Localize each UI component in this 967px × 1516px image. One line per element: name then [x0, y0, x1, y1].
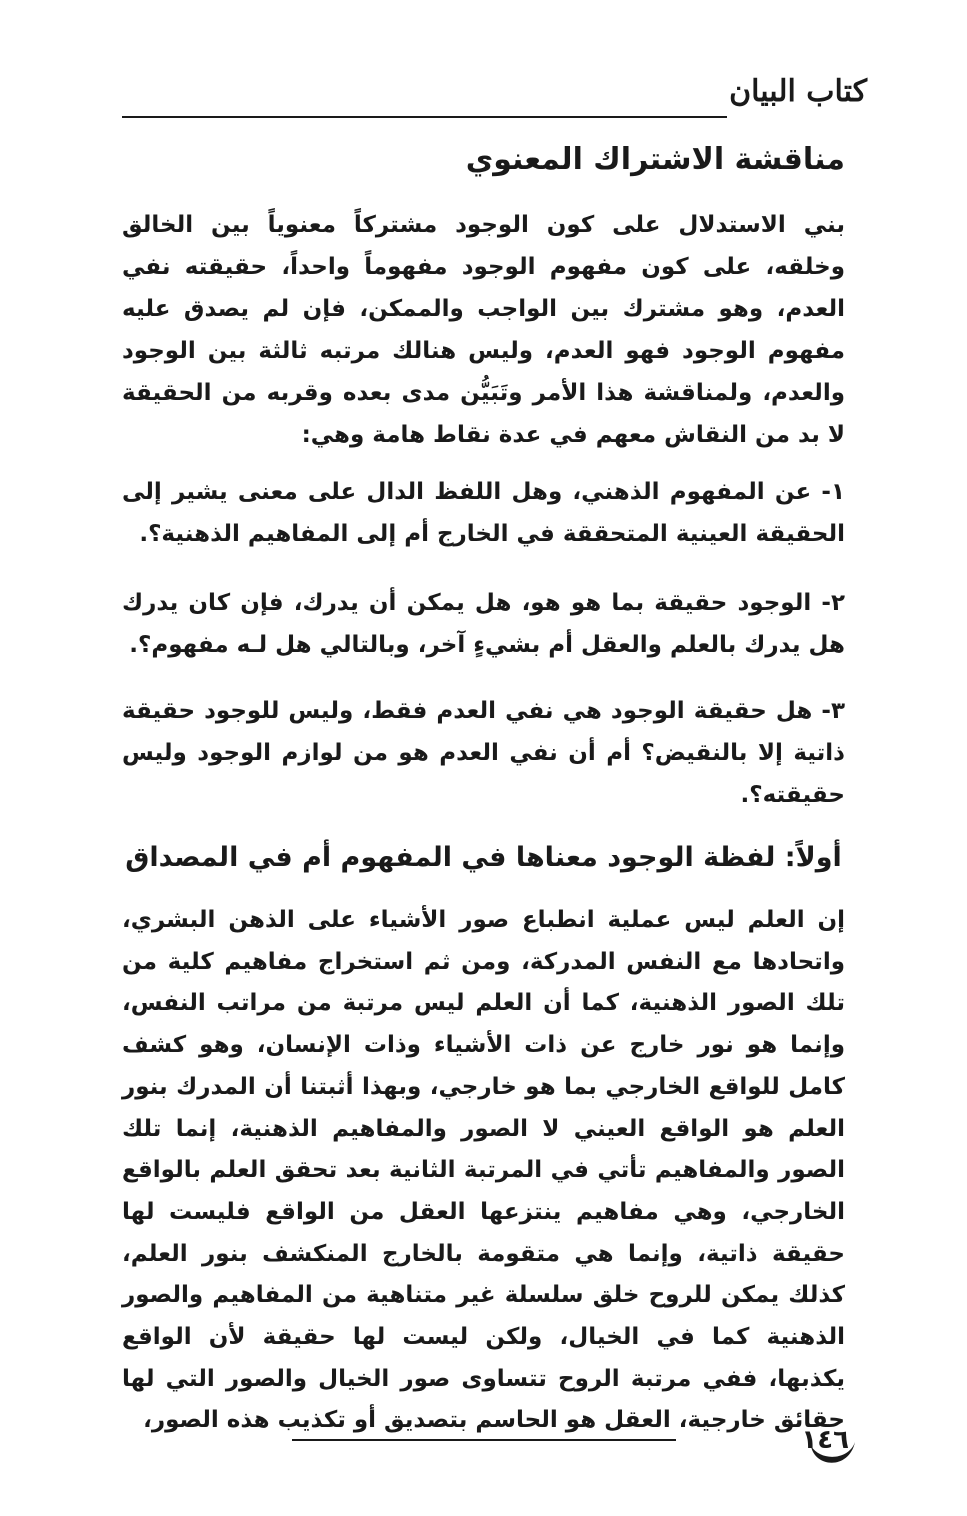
subheading: أولاً: لفظة الوجود معناها في المفهوم أم في المصداق — [125, 842, 842, 873]
body-paragraph: إن العلم ليس عملية انطباع صور الأشياء على الذهن البشري، واتحادها مع النفس المدركة، ومن ثم استخراج مفاهيم كلية من تلك الصور الذهنية، كما أن العلم ليس مرتبة من مراتب النفس، وإنما هو نور خارج عن ذات الأشياء وذات الإنسان، وهو كشف كامل للواقع الخارجي بما هو خارجي، وبهذا أثبتنا أن المدرك بنور العلم هو الواقع العيني لا الصور والمفاهيم الذهنية، إنما تلك الصور والمفاهيم تأتي في المرتبة الثانية بعد تحقق العلم بالواقع الخارجي، وهي مفاهيم ينتزعها العقل من الواقع فليست لها حقيقة ذاتية، وإنما هي متقومة بالخارج المنكشف بنور العلم، كذلك يمكن للروح خلق سلسلة غير متناهية من المفاهيم والصور الذهنية كما في الخيال، ولكن ليست لها حقيقة لأن الواقع يكذبها، ففي مرتبة الروح تتساوى صور الخيال والصور التي لها حقائق خارجية، العقل هو الحاسم بتصديق أو تكذيب هذه الصور، — [122, 907, 845, 1434]
header-rule — [122, 116, 727, 118]
intro-paragraph: بني الاستدلال على كون الوجود مشتركاً معنوياً بين الخالق وخلقه، على كون مفهوم الوجود مفهوماً واحداً، حقيقته نفي العدم، وهو مشترك بين الواجب والممكن، فإن لم يصدق عليه مفهوم الوجود فهو العدم، وليس هنالك مرتبه ثالثة بين الوجود والعدم، ولمناقشة هذا الأمر وتَبَيُّن مدى بعده وقربه من الحقيقة لا بد من النقاش معهم في عدة نقاط هامة وهي: — [122, 212, 845, 448]
point-3: ٣- هل حقيقة الوجود هي نفي العدم فقط، وليس للوجود حقيقة ذاتية إلا بالنقيض؟ أم أن نفي العدم هو من لوازم الوجود وليس حقيقته؟. — [122, 698, 845, 808]
section-heading: مناقشة الاشتراك المعنوي — [465, 142, 845, 177]
footer-rule — [292, 1439, 676, 1441]
point-1: ١- عن المفهوم الذهني، وهل اللفظ الدال على معنى يشير إلى الحقيقة العينية المتحققة في الخارج أم إلى المفاهيم الذهنية؟. — [122, 479, 845, 547]
point-2: ٢- الوجود حقيقة بما هو هو، هل يمكن أن يدرك، فإن كان يدرك هل يدرك بالعلم والعقل أم بشيءٍ آخر، وبالتالي هل لـه مفهوم؟. — [122, 590, 845, 658]
page-number: ١٤٦ — [801, 1425, 849, 1455]
book-title-logo: كتاب البيان — [729, 74, 867, 109]
